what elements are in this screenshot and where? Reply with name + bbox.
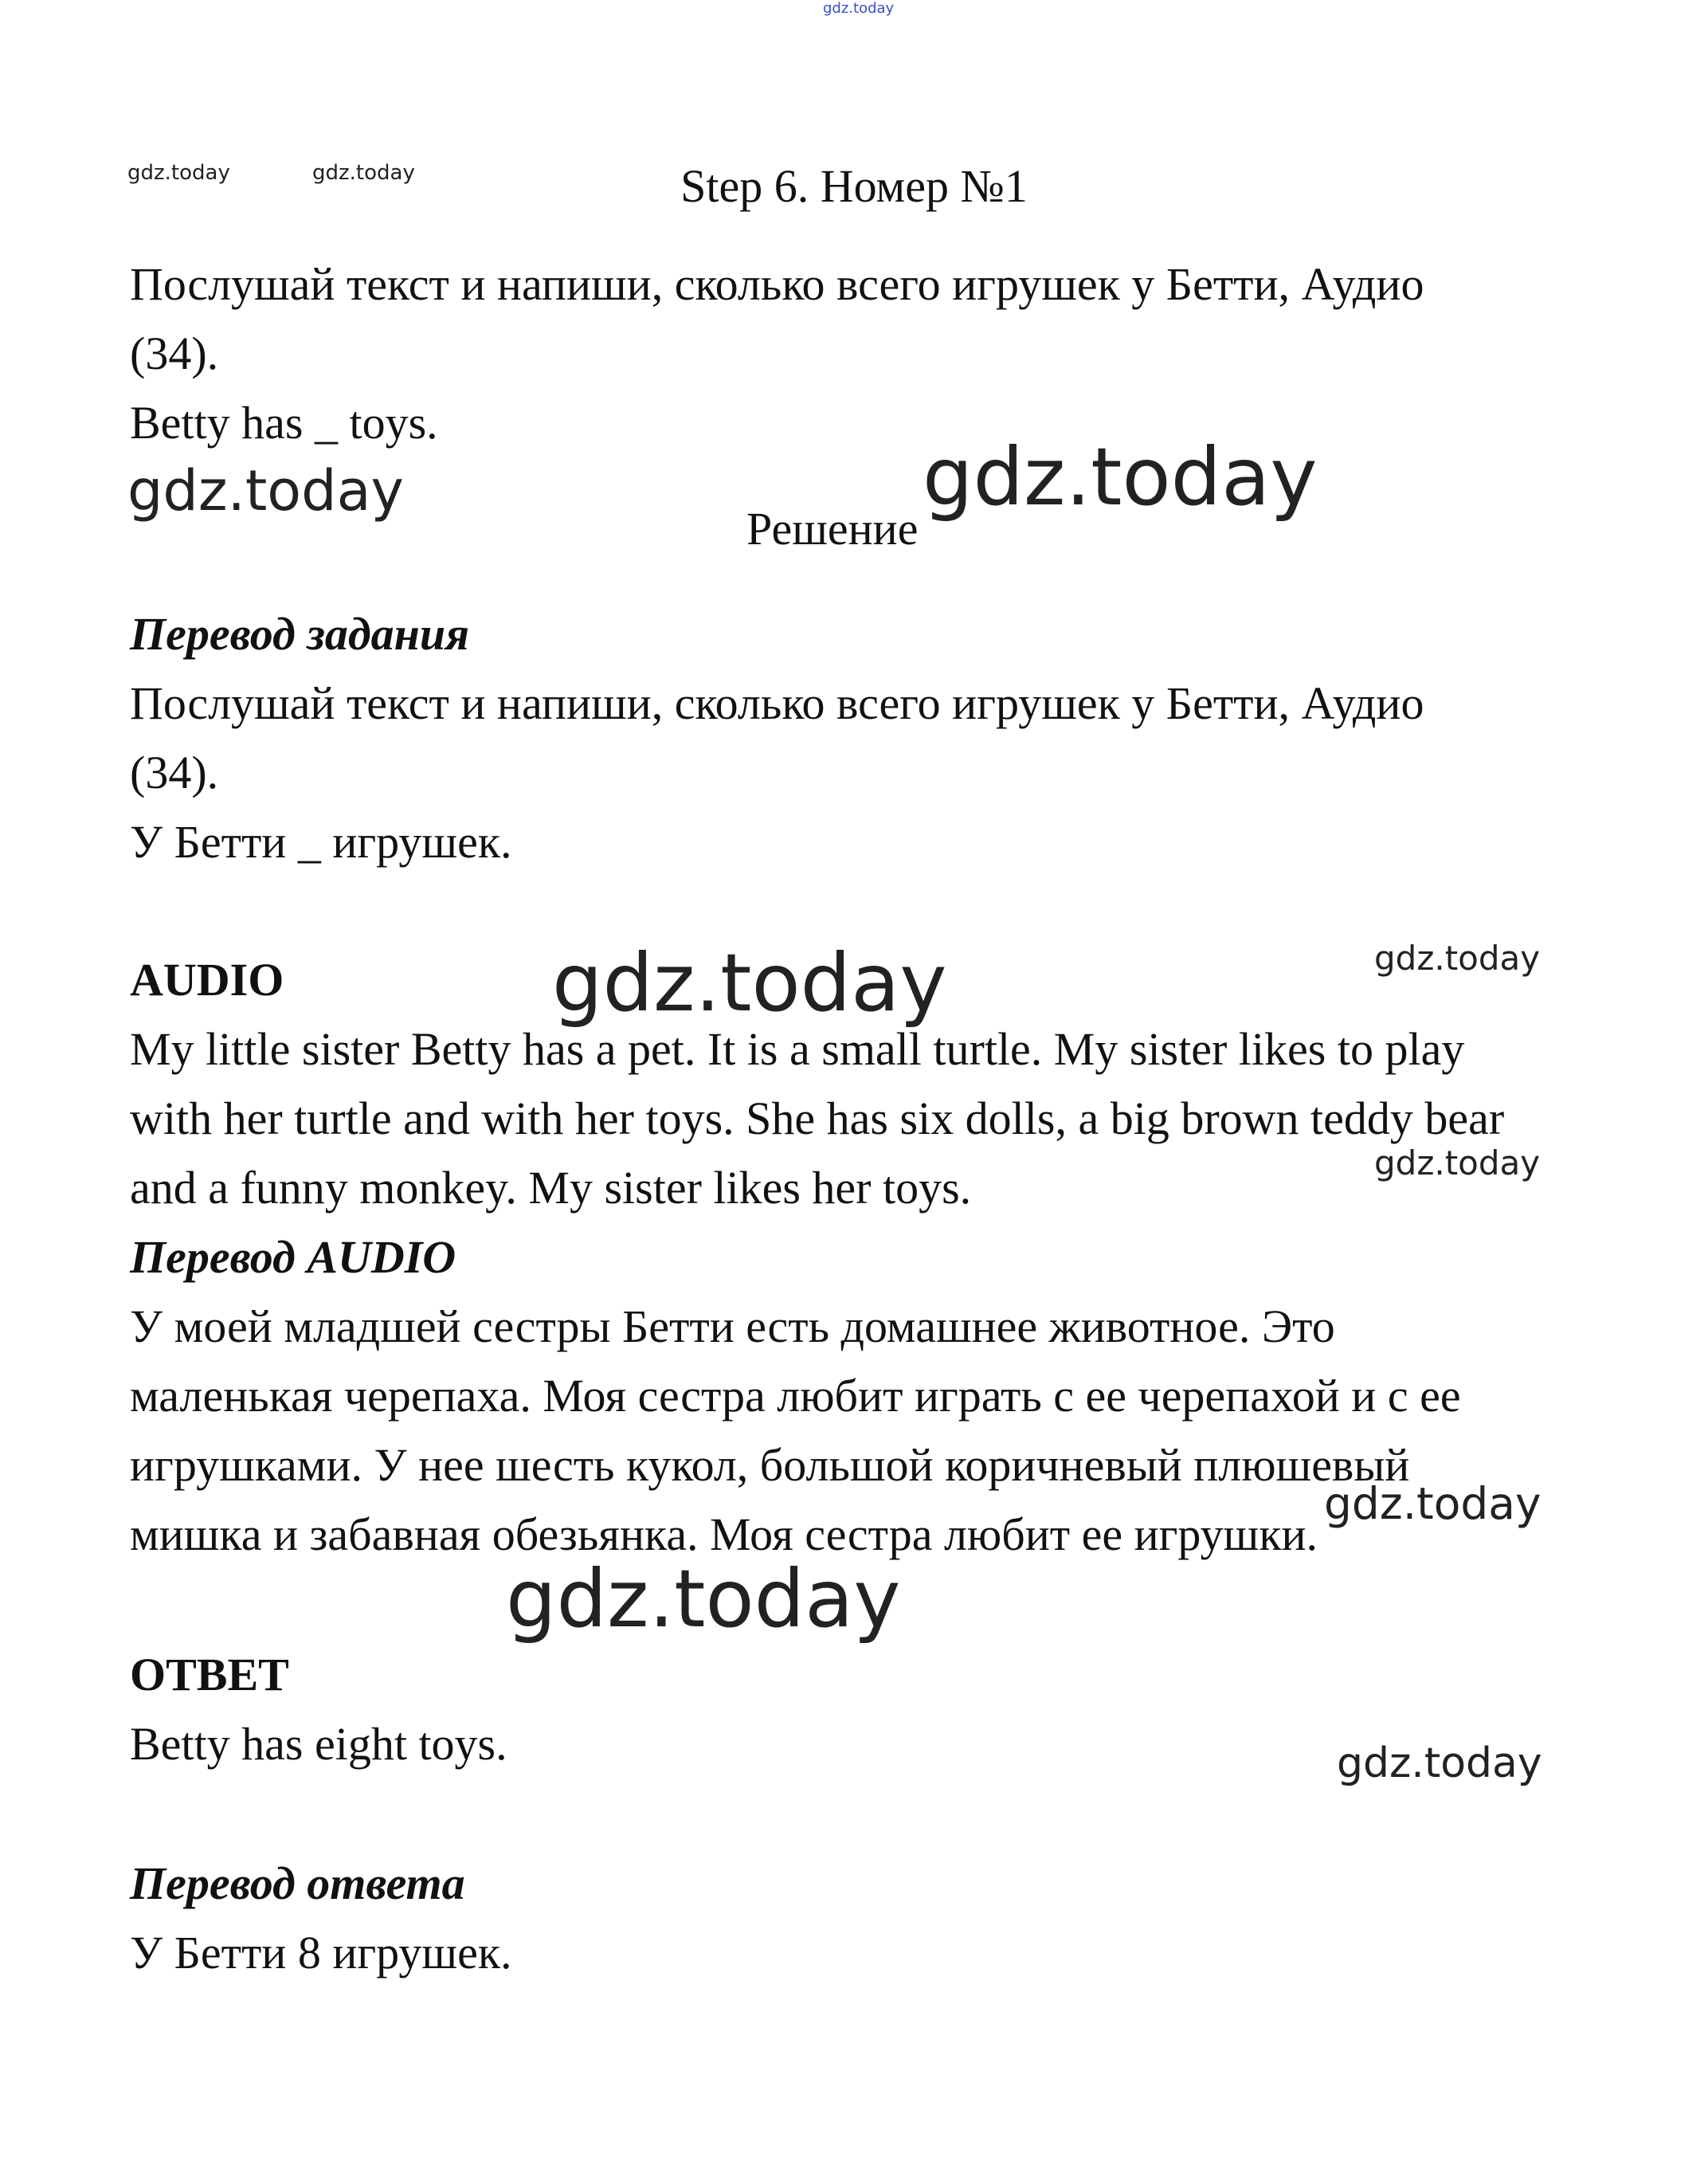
audio-line-3: and a funny monkey. My sister likes her toys. (130, 1162, 972, 1214)
watermark-medium-2: gdz.today (1324, 1478, 1542, 1529)
audio-line-1: My little sister Betty has a pet. It is a small turtle. My sister likes to play (130, 1023, 1465, 1075)
task-translation-line-2: (34). (130, 747, 219, 798)
answer-translation-heading: Перевод ответа (130, 1857, 465, 1909)
watermark-medium-3: gdz.today (1337, 1739, 1542, 1787)
watermark-large-2: gdz.today (552, 936, 947, 1029)
task-line-3: Betty has _ toys. (130, 397, 438, 449)
watermark-top: gdz.today (823, 0, 895, 17)
task-line-1: Послушай текст и напиши, сколько всего игрушек у Бетти, Аудио (130, 258, 1424, 310)
page-title: Step 6. Номер №1 (680, 160, 1028, 212)
task-line-2: (34). (130, 327, 219, 379)
audio-translation-line-3: игрушками. У нее шесть кукол, большой коричневый плюшевый (130, 1439, 1410, 1491)
solution-label: Решение (746, 503, 919, 555)
answer-text: Betty has eight toys. (130, 1718, 507, 1770)
answer-translation-text: У Бетти 8 игрушек. (130, 1927, 512, 1979)
audio-translation-line-1: У моей младшей сестры Бетти есть домашнее животное. Это (130, 1300, 1335, 1352)
audio-translation-heading: Перевод AUDIO (130, 1231, 456, 1283)
audio-line-2: with her turtle and with her toys. She has six dolls, a big brown teddy bear (130, 1092, 1505, 1144)
task-translation-heading: Перевод задания (130, 608, 469, 660)
task-translation-line-1: Послушай текст и напиши, сколько всего игрушек у Бетти, Аудио (130, 677, 1424, 729)
audio-translation-line-4: мишка и забавная обезьянка. Моя сестра любит ее игрушки. (130, 1508, 1318, 1560)
audio-heading: AUDIO (130, 954, 284, 1006)
watermark-large-3: gdz.today (506, 1552, 901, 1645)
audio-translation-line-2: маленькая черепаха. Моя сестра любит играть с ее черепахой и с ее (130, 1370, 1461, 1422)
answer-heading: ОТВЕТ (130, 1649, 289, 1700)
watermark-small-4: gdz.today (1374, 1143, 1541, 1182)
watermark-small-3: gdz.today (1374, 939, 1541, 978)
watermark-small-1: gdz.today (127, 161, 230, 185)
watermark-small-2: gdz.today (312, 161, 415, 185)
watermark-large-1: gdz.today (923, 430, 1318, 524)
task-translation-line-3: У Бетти _ игрушек. (130, 816, 512, 868)
watermark-medium-1: gdz.today (127, 458, 404, 524)
